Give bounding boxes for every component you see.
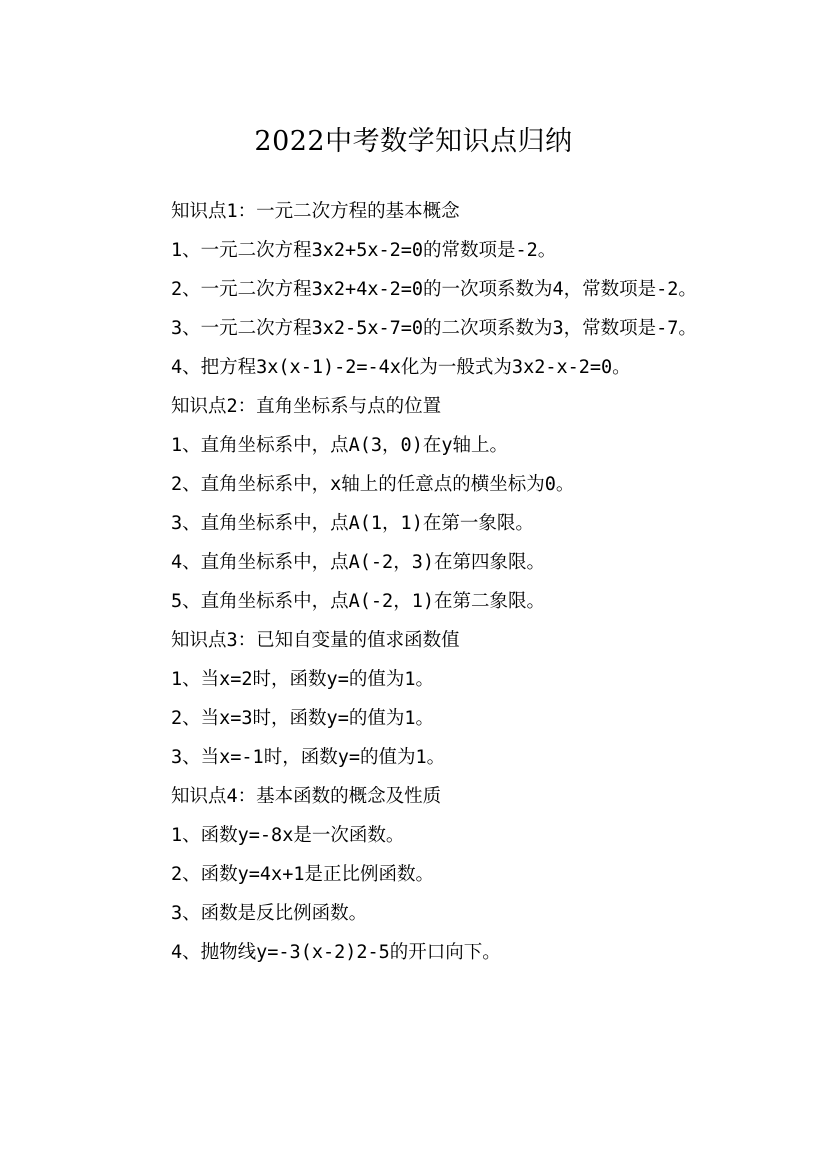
list-item: 3、直角坐标系中，点A(1，1)在第一象限。 [171,513,534,534]
list-item: 1、函数y=-8x是一次函数。 [171,825,405,846]
list-item: 1、当x=2时，函数y=的值为1。 [171,669,434,690]
list-item: 1、直角坐标系中，点A(3，0)在y轴上。 [171,435,508,456]
list-item: 4、把方程3x(x-1)-2=-4x化为一般式为3x2-x-2=0。 [171,357,631,378]
list-item: 1、一元二次方程3x2+5x-2=0的常数项是-2。 [171,240,557,261]
section-heading: 知识点3：已知自变量的值求函数值 [171,630,460,651]
list-item: 4、直角坐标系中，点A(-2，3)在第四象限。 [171,552,545,573]
list-item: 4、抛物线y=-3(x-2)2-5的开口向下。 [171,942,501,963]
page-title: 2022中考数学知识点归纳 [254,126,573,158]
list-item: 2、直角坐标系中，x轴上的任意点的横坐标为0。 [171,474,575,495]
list-item: 2、当x=3时，函数y=的值为1。 [171,708,434,729]
list-item: 5、直角坐标系中，点A(-2，1)在第二象限。 [171,591,545,612]
section-heading: 知识点1：一元二次方程的基本概念 [171,201,460,222]
document-body [126,192,704,972]
list-item: 3、函数是反比例函数。 [171,903,368,924]
list-item: 3、当x=-1时，函数y=的值为1。 [171,747,446,768]
list-item: 2、函数y=4x+1是正比例函数。 [171,864,434,885]
list-item: 3、一元二次方程3x2-5x-7=0的二次项系数为3，常数项是-7。 [171,318,697,339]
section-heading: 知识点2：直角坐标系与点的位置 [171,396,442,417]
section-heading: 知识点4：基本函数的概念及性质 [171,786,442,807]
list-item: 2、一元二次方程3x2+4x-2=0的一次项系数为4，常数项是-2。 [171,279,697,300]
